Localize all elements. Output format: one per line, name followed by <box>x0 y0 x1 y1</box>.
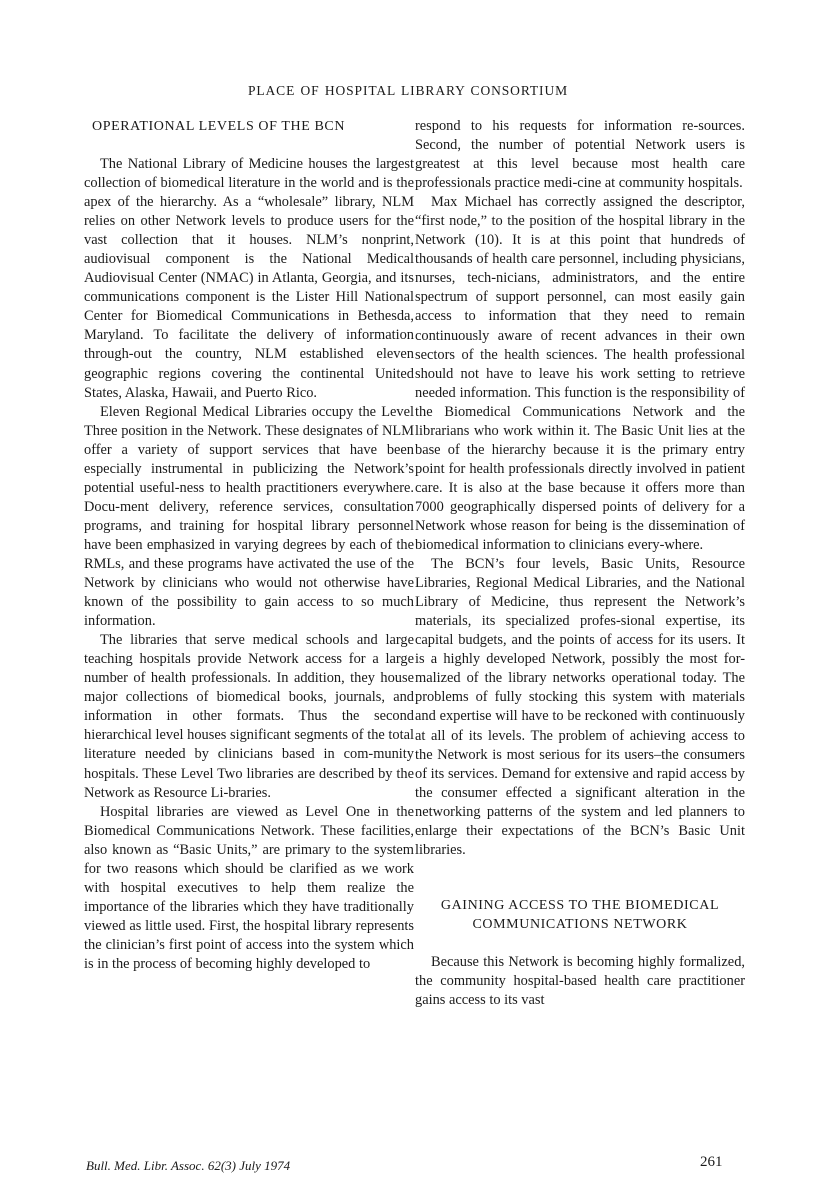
paragraph: Hospital libraries are viewed as Level One in the Biomedical Communications Network. These facilities, also known as “Basic Units,” are primary to the system for two reasons which should be clarified as we work with hospital executives to help them realize the importance of the libraries which they have traditionally viewed as little used. First, the hospital library represents the clinician’s first point of access into the system which is in the process of becoming highly developed to <box>84 803 414 972</box>
paragraph: Because this Network is becoming highly formalized, the community hospital-based health care practitioner gains access to its vast <box>415 953 745 1008</box>
section-heading-gaining-access <box>415 896 745 934</box>
paragraph: Eleven Regional Medical Libraries occupy the Level Three position in the Network. These designates of NLM offer a variety of support services that have been especially instrumental in publicizing the Network’s potential useful-ness to health practitioners everywhere. Docu-ment delivery, reference services, consultation programs, and training for hospital library personnel have been emphasized in varying degrees by each of the RMLs, and these programs have activated the use of the Network by clinicians who would not otherwise have known of the possibility to gain access to so much information. <box>84 403 414 630</box>
section-heading-line-2: COMMUNICATIONS NETWORK <box>472 916 688 932</box>
paragraph-continued: respond to his requests for information re-sources. Second, the number of potential Network users is greatest at this level because most health care professionals practice medi-cine at community hospitals. <box>415 118 745 192</box>
running-head: PLACE OF HOSPITAL LIBRARY CONSORTIUM <box>247 83 569 98</box>
journal-citation: Bull. Med. Libr. Assoc. 62(3) July 1974 <box>86 1158 291 1173</box>
paragraph: The BCN’s four levels, Basic Units, Resource Libraries, Regional Medical Libraries, and the National Library of Medicine, thus represent the Network’s materials, its specialized profes-sional expertise, its capital budgets, and the points of access for its users. It is a highly developed Network, possibly the most for-malized of the library networks operational today. The problems of fully stocking this system with materials and expertise will have to be reckoned with continuously at all of its levels. The problem of achieving access to the Network is most serious for its users–the consumers of its services. Demand for extensive and rapid access by the consumer effected a significant alteration in the networking patterns of the system and led planners to enlarge their expectations of the BCN’s Basic Unit libraries. <box>415 556 745 858</box>
paragraph: Max Michael has correctly assigned the descriptor, “first node,” to the position of the hospital library in the Network (10). It is at this point that hundreds of thousands of health care personnel, including physicians, nurses, tech-nicians, administrators, and the entire spectrum of support personnel, can most easily gain access to information that they need to remain continuously aware of recent advances in their own sectors of the health sciences. The health professional should not have to leave his work setting to retrieve needed information. This function is the responsibility of the Biomedical Communications Network and the librarians who work within it. The Basic Unit lies at the base of the hierarchy because it is the primary entry point for health professionals directly involved in patient care. It is also at the base because it offers more than 7000 geographically dispersed points of delivery for a Network whose reason for being is the dissemination of biomedical information to clinicians every-where. <box>415 194 745 554</box>
section-heading-line-1: GAINING ACCESS TO THE BIOMEDICAL <box>440 897 720 913</box>
paragraph: The libraries that serve medical schools and large teaching hospitals provide Network access for a large number of health professionals. In addition, they house major collections of biomedical books, journals, and information in other formats. Thus the second hierarchical level houses significant segments of the total literature needed by clinicians based in com-munity hospitals. These Level Two libraries are described by the Network as Resource Li-braries. <box>84 632 414 801</box>
section-heading-operational-levels: OPERATIONAL LEVELS OF THE BCN <box>92 119 346 134</box>
right-column <box>415 117 745 1010</box>
paragraph: The National Library of Medicine houses the largest collection of biomedical literature in the world and is the apex of the hierarchy. As a “wholesale” library, NLM relies on other Network levels to produce users for the vast collection that it houses. NLM’s nonprint, audiovisual component is the National Medical Audiovisual Center (NMAC) in Atlanta, Georgia, and its communications component is the Lister Hill National Center for Biomedical Communications in Bethesda, Maryland. To facilitate the delivery of information through-out the country, NLM established eleven geographic regions covering the continental United States, Alaska, Hawaii, and Puerto Rico. <box>84 156 414 401</box>
left-column <box>84 117 414 974</box>
page-number: 261 <box>700 1154 723 1170</box>
